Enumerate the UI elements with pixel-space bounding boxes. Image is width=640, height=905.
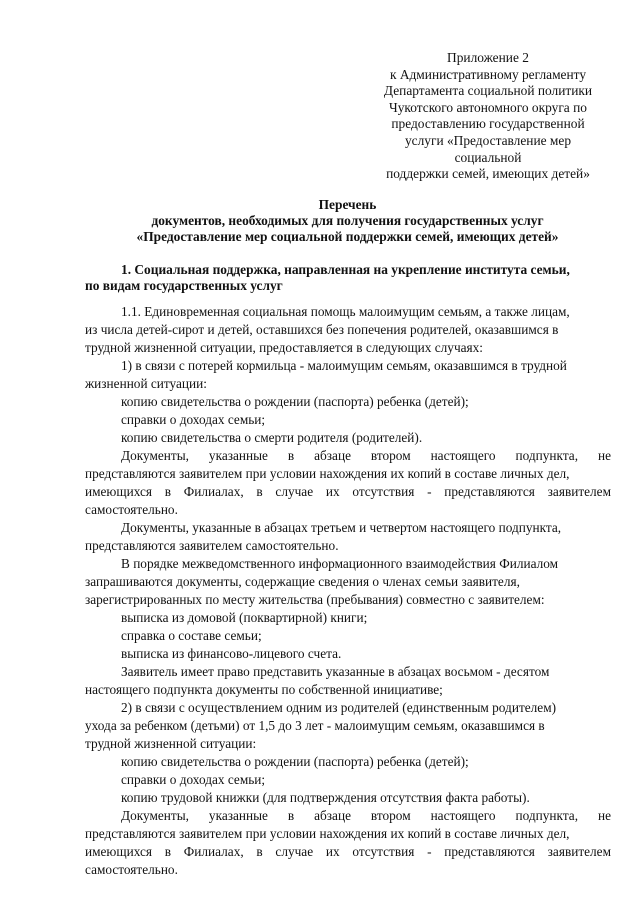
body-line: самостоятельно. bbox=[85, 862, 178, 877]
appendix-header bbox=[360, 50, 616, 183]
body-line: справки о доходах семьи; bbox=[121, 412, 266, 427]
document-title bbox=[85, 197, 610, 245]
body-text bbox=[85, 303, 611, 879]
body-line: из числа детей-сирот и детей, оставшихся без попечения родителей, оказавшимся в bbox=[85, 322, 559, 337]
body-line: имеющихся в Филиалах, в случае их отсутствия - представляются заявителем bbox=[85, 844, 611, 859]
appendix-line: поддержки семей, имеющих детей» bbox=[386, 166, 590, 182]
body-line: копию трудовой книжки (для подтверждения отсутствия факта работы). bbox=[121, 790, 530, 805]
title-line: «Предоставление мер социальной поддержки семей, имеющих детей» bbox=[136, 229, 559, 244]
body-line: представляются заявителем при условии нахождения их копий в составе личных дел, bbox=[85, 466, 570, 481]
title-line: Перечень bbox=[318, 197, 377, 212]
body-line: В порядке межведомственного информационного взаимодействия Филиалом bbox=[121, 556, 559, 571]
body-line: копию свидетельства о рождении (паспорта) ребенка (детей); bbox=[121, 394, 469, 409]
section-heading-line: по видам государственных услуг bbox=[85, 278, 283, 293]
appendix-line: услуги «Предоставление мер bbox=[404, 132, 572, 148]
body-line: 1) в связи с потерей кормильца - малоимущим семьям, оказавшимся в трудной bbox=[121, 358, 567, 373]
appendix-line: Приложение 2 bbox=[447, 50, 529, 65]
body-line: имеющихся в Филиалах, в случае их отсутствия - представляются заявителем bbox=[85, 484, 611, 499]
appendix-line: Департамента социальной политики bbox=[383, 83, 593, 99]
body-line: выписка из домовой (поквартирной) книги; bbox=[121, 610, 368, 625]
body-line: настоящего подпункта документы по собственной инициативе; bbox=[85, 682, 443, 697]
body-line: ухода за ребенком (детьми) от 1,5 до 3 лет - малоимущим семьям, оказавшимся в bbox=[85, 718, 545, 733]
body-line: Заявитель имеет право представить указанные в абзацах восьмом - десятом bbox=[121, 664, 550, 679]
appendix-line: социальной bbox=[454, 149, 522, 165]
body-line: трудной жизненной ситуации: bbox=[85, 736, 257, 751]
body-line: справка о составе семьи; bbox=[121, 628, 262, 643]
body-line: 1.1. Единовременная социальная помощь малоимущим семьям, а также лицам, bbox=[121, 304, 570, 319]
body-line: жизненной ситуации: bbox=[85, 376, 207, 391]
section-heading-line: 1. Социальная поддержка, направленная на укрепление института семьи, bbox=[121, 262, 570, 277]
body-line: зарегистрированных по месту жительства (пребывания) совместно с заявителем: bbox=[85, 592, 545, 607]
body-line: самостоятельно. bbox=[85, 502, 178, 517]
body-line: Документы, указанные в абзаце втором настоящего подпункта, не bbox=[121, 448, 611, 463]
body-line: выписка из финансово-лицевого счета. bbox=[121, 646, 342, 661]
body-line: представляются заявителем самостоятельно. bbox=[85, 538, 339, 553]
body-line: запрашиваются документы, содержащие сведения о членах семьи заявителя, bbox=[85, 574, 520, 589]
section-heading bbox=[85, 262, 611, 294]
body-line: Документы, указанные в абзацах третьем и четвертом настоящего подпункта, bbox=[121, 520, 562, 535]
body-line: трудной жизненной ситуации, предоставляется в следующих случаях: bbox=[85, 340, 484, 355]
appendix-line: Чукотского автономного округа по bbox=[389, 99, 587, 115]
title-line: документов, необходимых для получения государственных услуг bbox=[151, 213, 544, 228]
body-line: копию свидетельства о рождении (паспорта) ребенка (детей); bbox=[121, 754, 469, 769]
body-line: Документы, указанные в абзаце втором настоящего подпункта, не bbox=[121, 808, 611, 823]
appendix-line: предоставлению государственной bbox=[391, 116, 585, 132]
body-line: справки о доходах семьи; bbox=[121, 772, 266, 787]
body-line: представляются заявителем при условии нахождения их копий в составе личных дел, bbox=[85, 826, 570, 841]
body-line: 2) в связи с осуществлением одним из родителей (единственным родителем) bbox=[121, 700, 557, 715]
body-line: копию свидетельства о смерти родителя (родителей). bbox=[121, 430, 423, 445]
appendix-line: к Административному регламенту bbox=[389, 66, 587, 82]
